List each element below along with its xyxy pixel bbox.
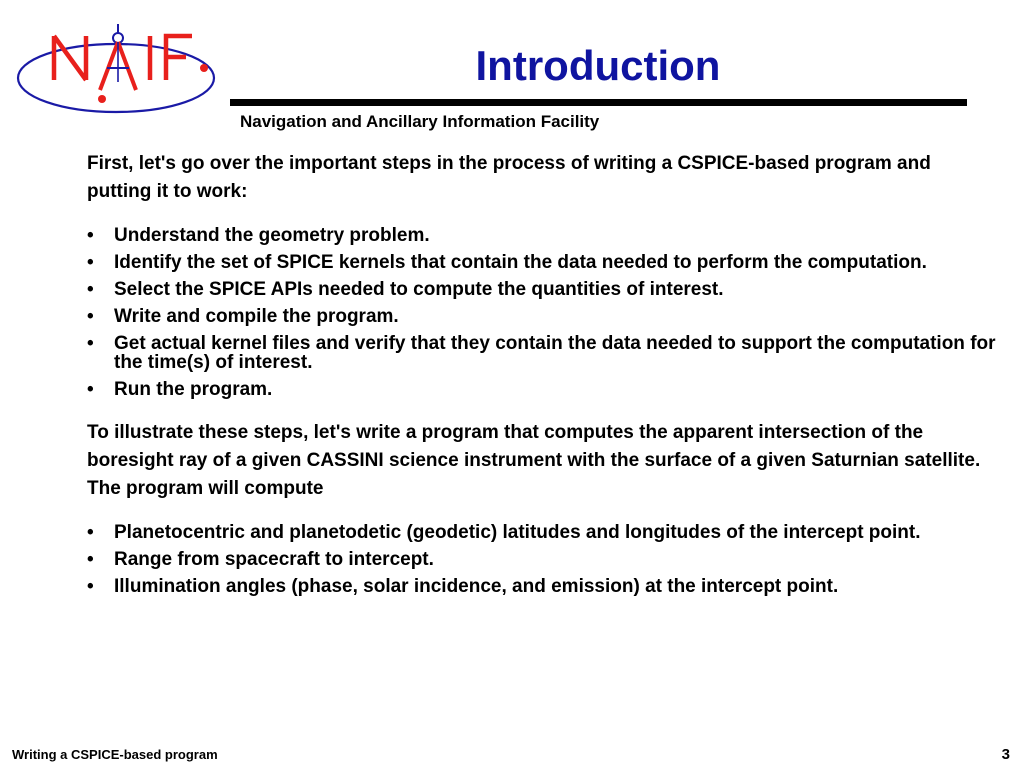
step-text: Select the SPICE APIs needed to compute the quantities of interest.: [114, 279, 724, 300]
output-text: Planetocentric and planetodetic (geodetic) latitudes and longitudes of the intercept point.: [114, 522, 921, 543]
intro-paragraph: First, let's go over the important steps in the process of writing a CSPICE-based program and putting it to work:: [87, 153, 931, 202]
facility-subtitle: Navigation and Ancillary Information Facility: [240, 112, 600, 131]
output-text: Illumination angles (phase, solar incidence, and emission) at the intercept point.: [114, 576, 839, 597]
step-text: Understand the geometry problem.: [114, 225, 430, 246]
list-item: • Identify the set of SPICE kernels that contain the data needed to perform the computation.: [87, 252, 927, 273]
list-item: • Planetocentric and planetodetic (geodetic) latitudes and longitudes of the intercept point.: [87, 522, 921, 543]
step-text: Get actual kernel files and verify that they contain the data needed to support the computation for the time(s) of interest.: [114, 333, 996, 373]
naif-logo: [14, 22, 228, 124]
title-rule: [230, 99, 967, 106]
page-number: 3: [1001, 746, 1010, 763]
list-item: • Range from spacecraft to intercept.: [87, 549, 434, 570]
step-text: Run the program.: [114, 379, 273, 400]
list-item: • Write and compile the program.: [87, 306, 399, 327]
list-item: • Run the program.: [87, 379, 273, 400]
slide-body: [87, 150, 997, 604]
list-item: • Illumination angles (phase, solar incidence, and emission) at the intercept point.: [87, 576, 839, 597]
steps-list: [87, 226, 997, 399]
list-item: • Get actual kernel files and verify that they contain the data needed to support the computation for the time(s) of interest.: [87, 333, 996, 373]
step-text: Identify the set of SPICE kernels that contain the data needed to perform the computation.: [114, 252, 927, 273]
slide-title: Introduction: [475, 42, 721, 89]
list-item: • Select the SPICE APIs needed to compute the quantities of interest.: [87, 279, 724, 300]
output-text: Range from spacecraft to intercept.: [114, 549, 434, 570]
outputs-list: [87, 523, 997, 596]
step-text: Write and compile the program.: [114, 306, 399, 327]
list-item: • Understand the geometry problem.: [87, 225, 430, 246]
illustration-paragraph: To illustrate these steps, let's write a program that computes the apparent intersection of the boresight ray of a given CASSINI science instrument with the surface of a given Saturnian satellite. The program will compute: [87, 422, 981, 499]
footer-title: Writing a CSPICE-based program: [12, 747, 218, 762]
